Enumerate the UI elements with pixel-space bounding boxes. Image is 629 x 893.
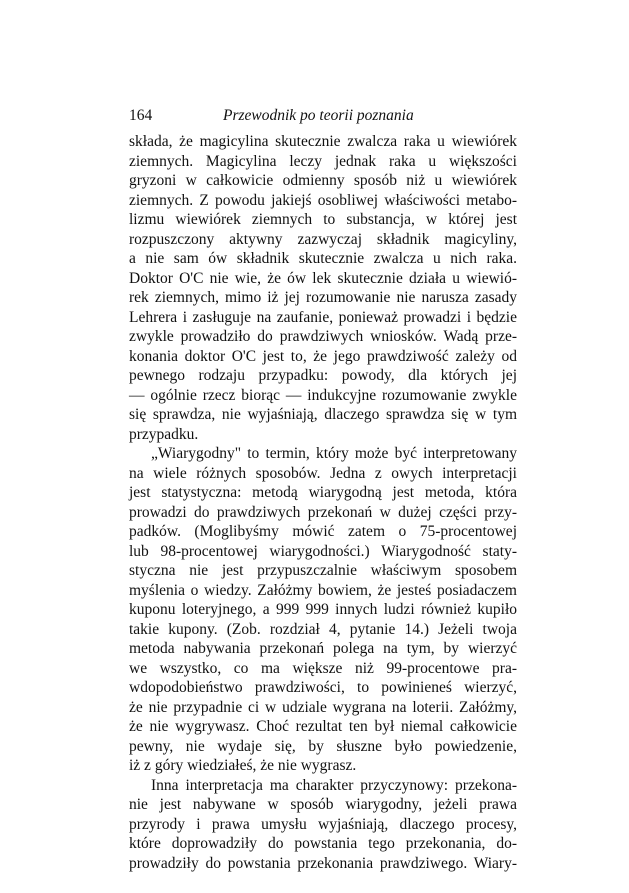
text-line: we wszystko, co ma większe niż 99-procentowe pra- <box>129 659 517 677</box>
text-line: iż z góry wiedziałeś, że nie wygrasz. <box>129 757 357 774</box>
page-header <box>129 104 517 128</box>
text-line: wdopodobieństwo prawdziwości, to powinieneś wierzyć, <box>129 679 517 696</box>
text-line: myślenia o wiedzy. Załóżmy bowiem, że jesteś posiadaczem <box>129 581 517 599</box>
text-line: się sprawdza, nie wyjaśniają, dlaczego sprawdza się w tym <box>129 406 517 423</box>
book-page <box>129 104 517 873</box>
text-line: że nie przypadnie ci w udziale wygrana na loterii. Załóżmy, <box>129 698 517 716</box>
body-text <box>129 132 517 873</box>
text-line: Inna interpretacja ma charakter przyczynowy: przekona- <box>151 776 517 794</box>
page-number: 164 <box>129 107 153 124</box>
text-line: na wiele różnych sposobów. Jedna z owych interpretacji <box>129 464 517 482</box>
text-line: „Wiarygodny" to termin, który może być interpretowany <box>151 445 517 462</box>
text-line: rek ziemnych, mimo iż jej rozumowanie nie narusza zasady <box>129 289 517 306</box>
text-line: padków. (Moglibyśmy mówić zatem o 75-procentowej <box>129 523 517 540</box>
text-line: kuponu loteryjnego, a 999 999 innych ludzi również kupiło <box>129 601 517 618</box>
text-line: takie kupony. (Zob. rozdział 4, pytanie 14.) Jeżeli twoja <box>129 620 517 638</box>
text-line: ziemnych. Z powodu jakiejś osobliwej właściwości metabo- <box>129 191 517 209</box>
text-line: że nie wygrywasz. Choć rezultat ten był niemal całkowicie <box>129 718 517 735</box>
text-line: nie jest nabywane w sposób wiarygodny, jeżeli prawa <box>129 796 517 813</box>
paragraph <box>129 776 517 874</box>
text-line: Doktor O'C nie wie, że ów lek skutecznie działa u wiewió- <box>129 269 517 287</box>
text-line: przyrody i prawa umysłu wyjaśniają, dlaczego procesy, <box>129 815 517 833</box>
text-line: lub 98-procentowej wiarygodności.) Wiarygodność staty- <box>129 542 517 560</box>
text-line: styczna nie jest przypuszczalnie właściwym sposobem <box>129 562 517 579</box>
text-line: a nie sam ów składnik skutecznie zwalcza u nich raka. <box>129 250 517 267</box>
text-line: lizmu wiewiórek ziemnych to substancja, w której jest <box>129 211 517 228</box>
paragraph <box>129 132 517 444</box>
running-title: Przewodnik po teorii poznania <box>223 107 414 124</box>
text-line: rozpuszczony aktywny zazwyczaj składnik magicyliny, <box>129 230 517 248</box>
text-line: — ogólnie rzecz biorąc — indukcyjne rozumowanie zwykle <box>129 386 517 404</box>
text-line: przypadku. <box>129 425 199 443</box>
text-line: metoda nabywania przekonań polega na tym, by wierzyć <box>129 640 517 657</box>
paragraph <box>129 444 517 776</box>
text-line: pewny, nie wydaje się, by słuszne było powiedzenie, <box>129 737 517 755</box>
text-line: Lehrera i zasługuje na zaufanie, ponieważ prowadzi i będzie <box>129 308 517 326</box>
text-line: zwykle prowadziło do prawdziwych wniosków. Wadą prze- <box>129 328 517 345</box>
text-line: które doprowadziły do powstania tego przekonania, do- <box>129 835 517 852</box>
text-line: prowadziły do powstania przekonania prawdziwego. Wiary- <box>129 854 517 872</box>
text-line: składa, że magicylina skutecznie zwalcza raka u wiewiórek <box>129 133 517 150</box>
text-line: konania doktor O'C jest to, że jego prawdziwość zależy od <box>129 347 517 365</box>
text-line: gryzoni w całkowicie odmienny sposób niż u wiewiórek <box>129 172 517 189</box>
text-line: pewnego rodzaju przypadku: powody, dla których jej <box>129 367 517 384</box>
text-line: ziemnych. Magicylina leczy jednak raka u większości <box>129 152 517 170</box>
text-line: prowadzi do prawdziwych przekonań w dużej części przy- <box>129 503 517 521</box>
text-line: jest statystyczna: metodą wiarygodną jest metoda, która <box>129 484 517 501</box>
